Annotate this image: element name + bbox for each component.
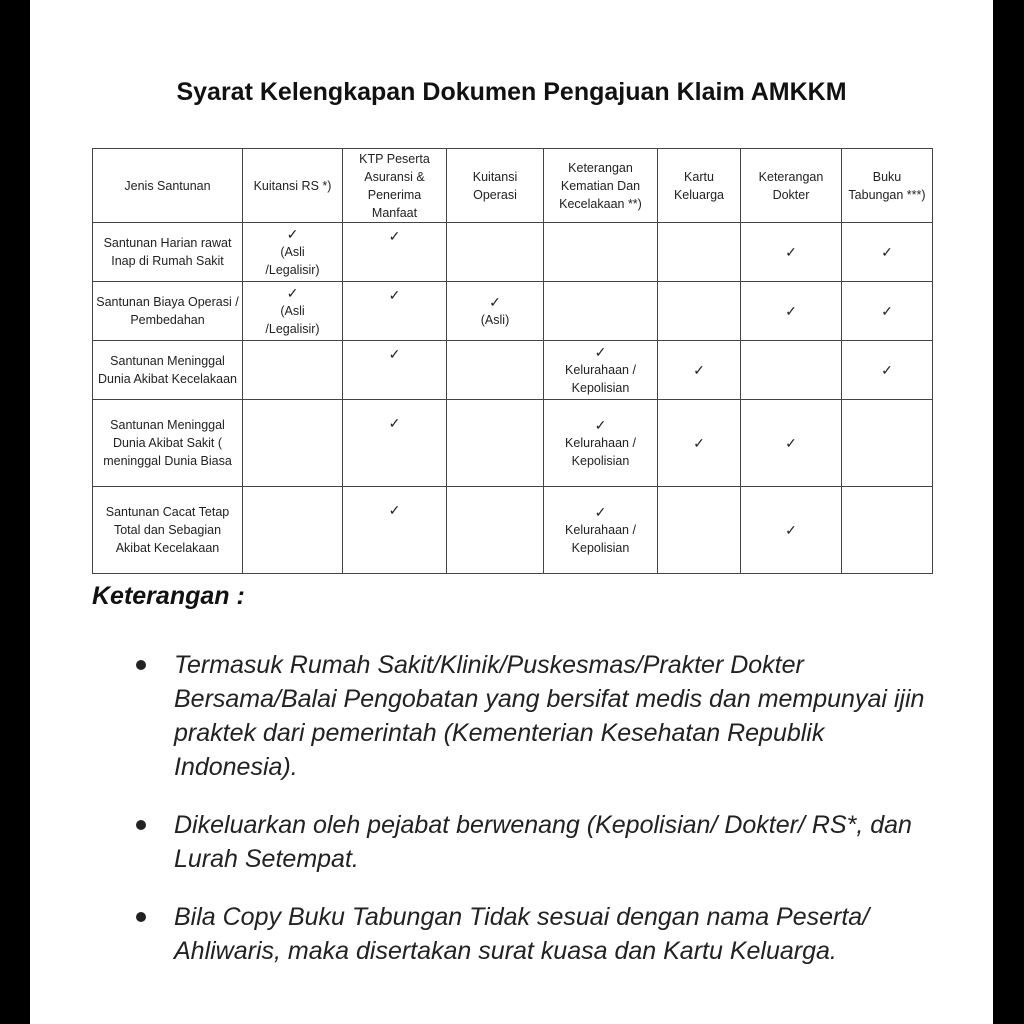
table-header-row xyxy=(93,149,933,223)
cell-keterangan-dokter xyxy=(741,341,842,400)
note-text: Dikeluarkan oleh pejabat berwenang (Kepolisian/ Dokter/ RS*, dan Lurah Setempat. xyxy=(174,811,912,873)
cell-ktp xyxy=(343,400,447,487)
bullet-icon xyxy=(136,820,146,830)
header-keterangan-dokter: Keterangan Dokter xyxy=(741,149,842,223)
row-label: Santunan Meninggal Dunia Akibat Kecelakaan xyxy=(93,341,243,400)
check-icon: ✓ xyxy=(594,504,607,520)
check-icon: ✓ xyxy=(388,502,401,518)
header-kuitansi-rs: Kuitansi RS *) xyxy=(243,149,343,223)
check-icon: ✓ xyxy=(388,415,401,431)
check-icon: ✓ xyxy=(388,228,401,244)
cell-buku-tabungan xyxy=(842,282,933,341)
note-kelurahaan: Kelurahaan / xyxy=(565,363,636,377)
check-icon: ✓ xyxy=(693,361,705,378)
note-kepolisian: Kepolisian xyxy=(571,454,630,468)
cell-buku-tabungan xyxy=(842,341,933,400)
cell-kuitansi-operasi xyxy=(447,400,544,487)
note-asli: (Asli xyxy=(280,304,305,318)
cell-keterangan-kematian xyxy=(544,487,658,574)
check-icon: ✓ xyxy=(881,243,893,260)
cell-kuitansi-rs xyxy=(243,282,343,341)
cell-kartu-keluarga xyxy=(658,223,741,282)
cell-keterangan-dokter xyxy=(741,223,842,282)
check-icon: ✓ xyxy=(785,302,797,319)
header-kartu-keluarga: Kartu Keluarga xyxy=(658,149,741,223)
table-row xyxy=(93,282,933,341)
list-item xyxy=(92,900,942,968)
check-icon: ✓ xyxy=(594,344,607,360)
cell-ktp xyxy=(343,341,447,400)
note-kelurahaan: Kelurahaan / xyxy=(565,436,636,450)
cell-keterangan-kematian xyxy=(544,223,658,282)
check-icon: ✓ xyxy=(693,434,705,451)
cell-kuitansi-rs xyxy=(243,341,343,400)
cell-buku-tabungan xyxy=(842,400,933,487)
cell-keterangan-dokter xyxy=(741,282,842,341)
document-page xyxy=(30,0,993,1024)
note-kelurahaan: Kelurahaan / xyxy=(565,523,636,537)
list-item xyxy=(92,808,942,876)
cell-keterangan-dokter xyxy=(741,487,842,574)
list-item xyxy=(92,648,942,784)
bullet-icon xyxy=(136,912,146,922)
note-kepolisian: Kepolisian xyxy=(571,381,630,395)
cell-buku-tabungan xyxy=(842,223,933,282)
cell-kuitansi-rs xyxy=(243,400,343,487)
check-icon: ✓ xyxy=(489,294,501,310)
row-label: Santunan Biaya Operasi / Pembedahan xyxy=(93,282,243,341)
check-icon: ✓ xyxy=(388,346,401,362)
header-jenis-santunan: Jenis Santunan xyxy=(93,149,243,223)
cell-keterangan-kematian xyxy=(544,341,658,400)
check-icon: ✓ xyxy=(785,521,797,538)
note-legalisir: /Legalisir) xyxy=(265,263,320,277)
row-label: Santunan Meninggal Dunia Akibat Sakit ( meninggal Dunia Biasa xyxy=(93,400,243,487)
note-legalisir: /Legalisir) xyxy=(265,322,320,336)
check-icon: ✓ xyxy=(286,226,299,242)
check-icon: ✓ xyxy=(286,285,299,301)
table-row xyxy=(93,223,933,282)
cell-keterangan-dokter xyxy=(741,400,842,487)
table-row xyxy=(93,341,933,400)
bullet-icon xyxy=(136,660,146,670)
header-ktp-peserta: KTP Peserta Asuransi & Penerima Manfaat xyxy=(343,149,447,223)
cell-buku-tabungan xyxy=(842,487,933,574)
table-row xyxy=(93,487,933,574)
cell-kuitansi-rs xyxy=(243,487,343,574)
note-kepolisian: Kepolisian xyxy=(571,541,630,555)
check-icon: ✓ xyxy=(785,243,797,260)
cell-kartu-keluarga xyxy=(658,400,741,487)
cell-kuitansi-operasi xyxy=(447,282,544,341)
cell-kuitansi-operasi xyxy=(447,487,544,574)
cell-kartu-keluarga xyxy=(658,487,741,574)
note-asli: (Asli) xyxy=(480,313,510,327)
cell-ktp xyxy=(343,282,447,341)
row-label: Santunan Harian rawat Inap di Rumah Sakit xyxy=(93,223,243,282)
cell-kartu-keluarga xyxy=(658,341,741,400)
note-text: Termasuk Rumah Sakit/Klinik/Puskesmas/Prakter Dokter Bersama/Balai Pengobatan yang bersifat medis dan mempunyai ijin praktek dari pemerintah (Kementerian Kesehatan Republik Indonesia). xyxy=(174,651,925,781)
cell-ktp xyxy=(343,223,447,282)
requirements-table xyxy=(92,148,933,574)
cell-kuitansi-operasi xyxy=(447,223,544,282)
cell-kuitansi-rs xyxy=(243,223,343,282)
keterangan-heading: Keterangan : xyxy=(92,582,245,610)
cell-kuitansi-operasi xyxy=(447,341,544,400)
cell-kartu-keluarga xyxy=(658,282,741,341)
header-buku-tabungan: Buku Tabungan ***) xyxy=(842,149,933,223)
header-keterangan-kematian: Keterangan Kematian Dan Kecelakaan **) xyxy=(544,149,658,223)
note-asli: (Asli xyxy=(280,245,305,259)
cell-keterangan-kematian xyxy=(544,400,658,487)
check-icon: ✓ xyxy=(881,302,893,319)
check-icon: ✓ xyxy=(388,287,401,303)
table-row xyxy=(93,400,933,487)
check-icon: ✓ xyxy=(594,417,607,433)
row-label: Santunan Cacat Tetap Total dan Sebagian Akibat Kecelakaan xyxy=(93,487,243,574)
cell-keterangan-kematian xyxy=(544,282,658,341)
cell-ktp xyxy=(343,487,447,574)
page-title: Syarat Kelengkapan Dokumen Pengajuan Klaim AMKKM xyxy=(176,78,847,106)
check-icon: ✓ xyxy=(785,434,797,451)
header-kuitansi-operasi: Kuitansi Operasi xyxy=(447,149,544,223)
note-text: Bila Copy Buku Tabungan Tidak sesuai dengan nama Peserta/ Ahliwaris, maka disertakan surat kuasa dan Kartu Keluarga. xyxy=(174,903,870,965)
check-icon: ✓ xyxy=(881,361,893,378)
keterangan-list xyxy=(92,648,942,992)
